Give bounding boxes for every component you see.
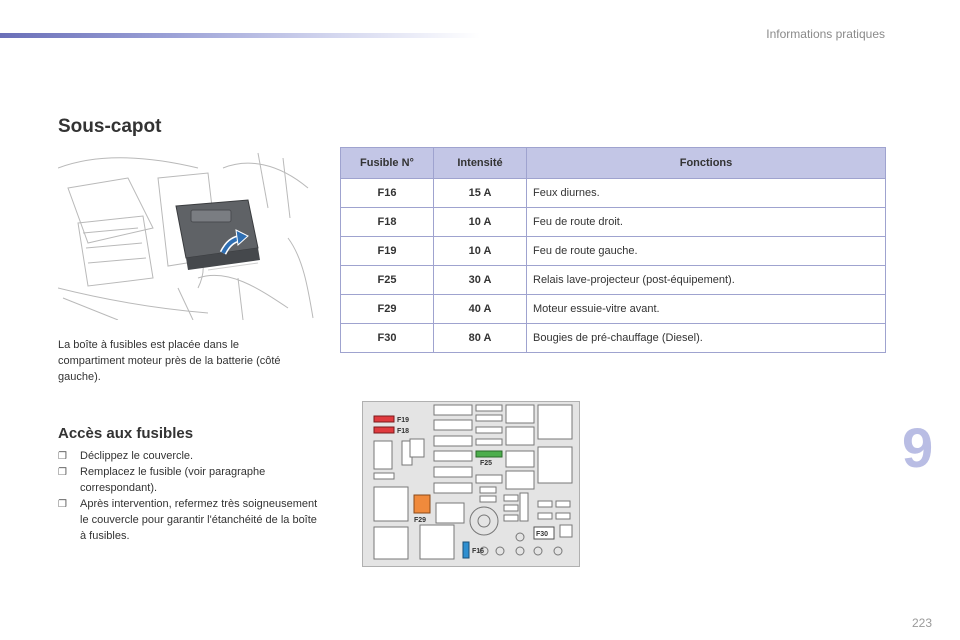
label-f29: F29: [414, 517, 427, 524]
label-f25: F25: [480, 460, 493, 467]
fuse-f16: [463, 542, 469, 558]
checkbox-icon: ❐: [58, 451, 67, 462]
fuse-f18: [374, 427, 394, 433]
engine-compartment-illustration: [58, 148, 318, 320]
header-gradient-bar: [0, 33, 480, 38]
fuse-number: F16: [341, 179, 434, 208]
table-row: [341, 237, 886, 266]
checkbox-icon: ❐: [58, 499, 67, 510]
fuse-f19: [374, 416, 394, 422]
label-f18: F18: [397, 428, 410, 435]
fuse-box-diagram: [362, 401, 580, 567]
label-f16: F16: [472, 548, 485, 555]
table-row: [341, 295, 886, 324]
table-row: [341, 208, 886, 237]
chapter-number: 9: [902, 416, 934, 479]
fuse-amperage: 30 A: [434, 266, 527, 295]
access-subtitle: Accès aux fusibles: [58, 425, 194, 442]
fuse-function: Feu de route gauche.: [527, 237, 886, 266]
fuse-function: Relais lave-projecteur (post-équipement).: [527, 266, 886, 295]
fuse-amperage: 15 A: [434, 179, 527, 208]
fuse-function: Bougies de pré-chauffage (Diesel).: [527, 324, 886, 353]
intro-text: La boîte à fusibles est placée dans le compartiment moteur près de la batterie (côté gauche).: [58, 339, 281, 383]
table-header-row: [341, 148, 886, 179]
list-item: ❐ Déclippez le couvercle.: [58, 448, 318, 464]
header-title: Informations pratiques: [766, 27, 885, 41]
table-row: [341, 179, 886, 208]
table-row: [341, 266, 886, 295]
fuse-number: F29: [341, 295, 434, 324]
column-header-fuse: Fusible N°: [341, 148, 434, 179]
fuse-number: F19: [341, 237, 434, 266]
fuse-number: F18: [341, 208, 434, 237]
fuse-amperage: 40 A: [434, 295, 527, 324]
fuse-number: F25: [341, 266, 434, 295]
section-title: Sous-capot: [58, 116, 162, 137]
label-f30: F30: [536, 531, 549, 538]
fuse-function: Moteur essuie-vitre avant.: [527, 295, 886, 324]
column-header-amperage: Intensité: [434, 148, 527, 179]
steps-list: [58, 448, 318, 544]
fuse-amperage: 80 A: [434, 324, 527, 353]
fuse-function: Feu de route droit.: [527, 208, 886, 237]
table-row: [341, 324, 886, 353]
fuse-amperage: 10 A: [434, 237, 527, 266]
page-number: 223: [912, 616, 933, 630]
fuse-function: Feux diurnes.: [527, 179, 886, 208]
list-item: ❐ Après intervention, refermez très soigneusement le couvercle pour garantir l'étanchéité de la boîte à fusibles.: [58, 498, 318, 542]
fuse-f29: [414, 495, 430, 513]
label-f19: F19: [397, 417, 410, 424]
list-item: ❐ Remplacez le fusible (voir paragraphe correspondant).: [58, 466, 266, 494]
column-header-functions: Fonctions: [527, 148, 886, 179]
fuse-box-cover: [176, 200, 260, 270]
fuse-amperage: 10 A: [434, 208, 527, 237]
fuse-f25: [476, 451, 502, 457]
fuse-table: [340, 147, 886, 353]
checkbox-icon: ❐: [58, 467, 67, 478]
fuse-number: F30: [341, 324, 434, 353]
